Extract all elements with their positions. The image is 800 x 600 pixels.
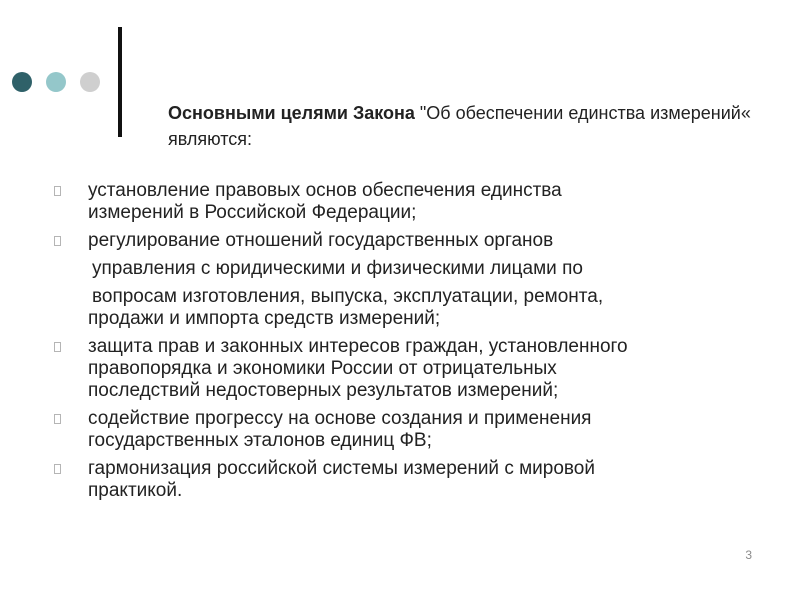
bullet-marker-icon [54, 414, 61, 424]
list-item [50, 458, 750, 502]
decorative-dot-light [46, 72, 66, 92]
slide-title-bold: Основными целями Закона [168, 103, 415, 123]
bullet-line: защита прав и законных интересов граждан, установленного [88, 336, 628, 357]
list-item [50, 336, 750, 402]
bullet-line: практикой. [88, 480, 183, 501]
bullet-marker-icon [54, 236, 61, 246]
bullet-line: регулирование отношений государственных органов [88, 230, 554, 251]
bullet-line: измерений в Российской Федерации; [88, 202, 417, 223]
bullet-line: установление правовых основ обеспечения единства [88, 180, 562, 201]
bullet-line: государственных эталонов единиц ФВ; [88, 430, 432, 451]
list-item [50, 408, 750, 452]
bullet-list [50, 180, 750, 508]
slide-title-rest: "Об обеспечении единства измерений« являются: [168, 103, 751, 149]
bullet-marker-icon [54, 464, 61, 474]
bullet-line: управления с юридическими и физическими лицами по [92, 258, 583, 279]
decorative-dot-gray [80, 72, 100, 92]
slide-title [168, 100, 778, 152]
page-number: 3 [745, 548, 752, 562]
bullet-marker-icon [54, 186, 61, 196]
bullet-marker-icon [54, 342, 61, 352]
bullet-line: правопорядка и экономики России от отрицательных [88, 358, 557, 379]
decorative-dot-dark [12, 72, 32, 92]
bullet-line: вопросам изготовления, выпуска, эксплуатации, ремонта, [92, 286, 604, 307]
list-item [50, 230, 750, 330]
bullet-line: гармонизация российской системы измерений с мировой [88, 458, 595, 479]
list-item [50, 180, 750, 224]
bullet-line: содействие прогрессу на основе создания и применения [88, 408, 592, 429]
decorative-vertical-bar [118, 27, 122, 137]
bullet-line: последствий недостоверных результатов измерений; [88, 380, 559, 401]
bullet-line: продажи и импорта средств измерений; [88, 308, 441, 329]
